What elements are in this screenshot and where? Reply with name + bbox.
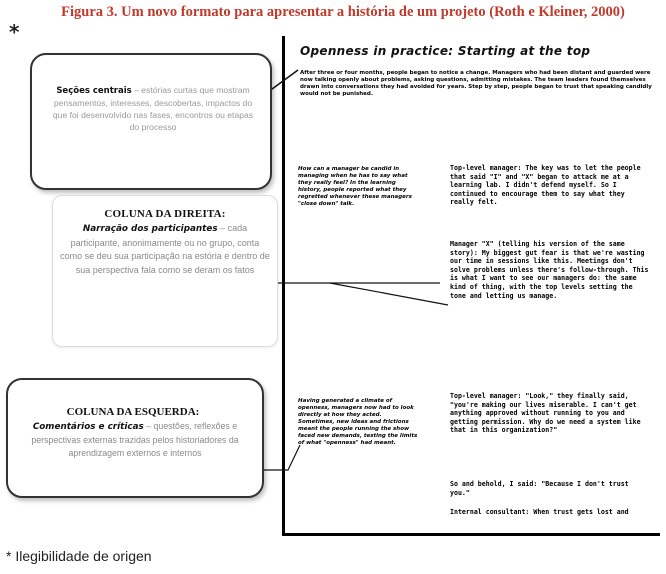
scanned-page-title: Openness in practice: Starting at the top — [300, 44, 591, 58]
callout-left-column-lead: Comentários e críticas — [32, 422, 144, 432]
figure-title: Figura 3. Um novo formato para apresentar a história de um projeto (Roth e Kleiner, 2000) — [61, 4, 625, 20]
callout-right-column-lead: Narração dos participantes — [82, 224, 218, 234]
right-column-narration-2: Manager "X" (telling his version of the same story): My biggest gut fear is that we're wasting our time in sessions like this. Meetings don't solve problems unless there's follow-through. This is what I want to see our managers do: the same kind of thing, with the top levels setting the tone and letting us manage. — [450, 240, 649, 300]
right-column-narration-5: Internal consultant: When trust gets lost and — [450, 508, 629, 516]
left-column-comment-1: How can a manager be candid in managing when he has to say what they really feel? In the learning history, people reported what they regretted whenever these managers "close down" talk. — [298, 166, 412, 207]
right-column-narration-1: Top-level manager: The key was to let the people that said "I" and "X" began to attack me at a learning lab. I didn't defend myself. So I continued to encourage them to say what they really felt. — [450, 164, 641, 207]
callout-right-column-heading: COLUNA DA DIREITA: — [104, 208, 226, 220]
connector-box2-diag — [330, 283, 448, 305]
callout-central-sections-text — [48, 84, 258, 133]
illegibility-asterisk: * — [9, 20, 20, 44]
callout-central-sections-desc: – estórias curtas que mostram pensamentos, interesses, descobertas, impactos do que foi desenvolvido nas fases, encontros ou etapas do processo — [52, 85, 254, 132]
callout-left-column-heading: COLUNA DA ESQUERDA: — [66, 406, 200, 418]
callout-left-column-desc: – questões, reflexões e perspectivas externas trazidas pelos historiadores da aprendizagem externos e internos — [31, 421, 239, 458]
connector-box3 — [260, 445, 300, 470]
footnote: * Ilegibilidade de origen — [6, 548, 152, 564]
callout-right-column-desc: – cada participante, anonimamente ou no grupo, conta como se deu sua participação na estória e dentro de sua perspectiva fala como se deram os fatos — [60, 223, 270, 275]
scanned-intro-paragraph: After three or four months, people began to notice a change. Managers who had been distant and guarded were now talking openly about problems, asking questions, admitting mistakes. The team leaders found themselves drawn into conversations they had avoided for years. Step by step, people began to trust that speaking candidly would not be punished. — [300, 70, 652, 97]
right-column-narration-3: Top-level manager: "Look," they finally said, "you're making our lives miserable. I can't get anything approved without running to you and getting permission. Why do we need a system like that in this organization?" — [450, 392, 641, 435]
right-column-narration-4: So and behold, I said: "Because I don't trust you." — [450, 480, 629, 497]
callout-right-column-text — [60, 222, 270, 277]
callout-left-column-text — [22, 420, 248, 459]
connector-box1 — [268, 70, 298, 92]
callout-central-sections-lead: Seções centrais — [56, 86, 132, 96]
left-column-comment-2: Having generated a climate of openness, managers now had to look directly at how they acted. Sometimes, new ideas and frictions meant the people running the show faced new demands, testing the limits of what "openness" had meant. — [298, 398, 418, 446]
